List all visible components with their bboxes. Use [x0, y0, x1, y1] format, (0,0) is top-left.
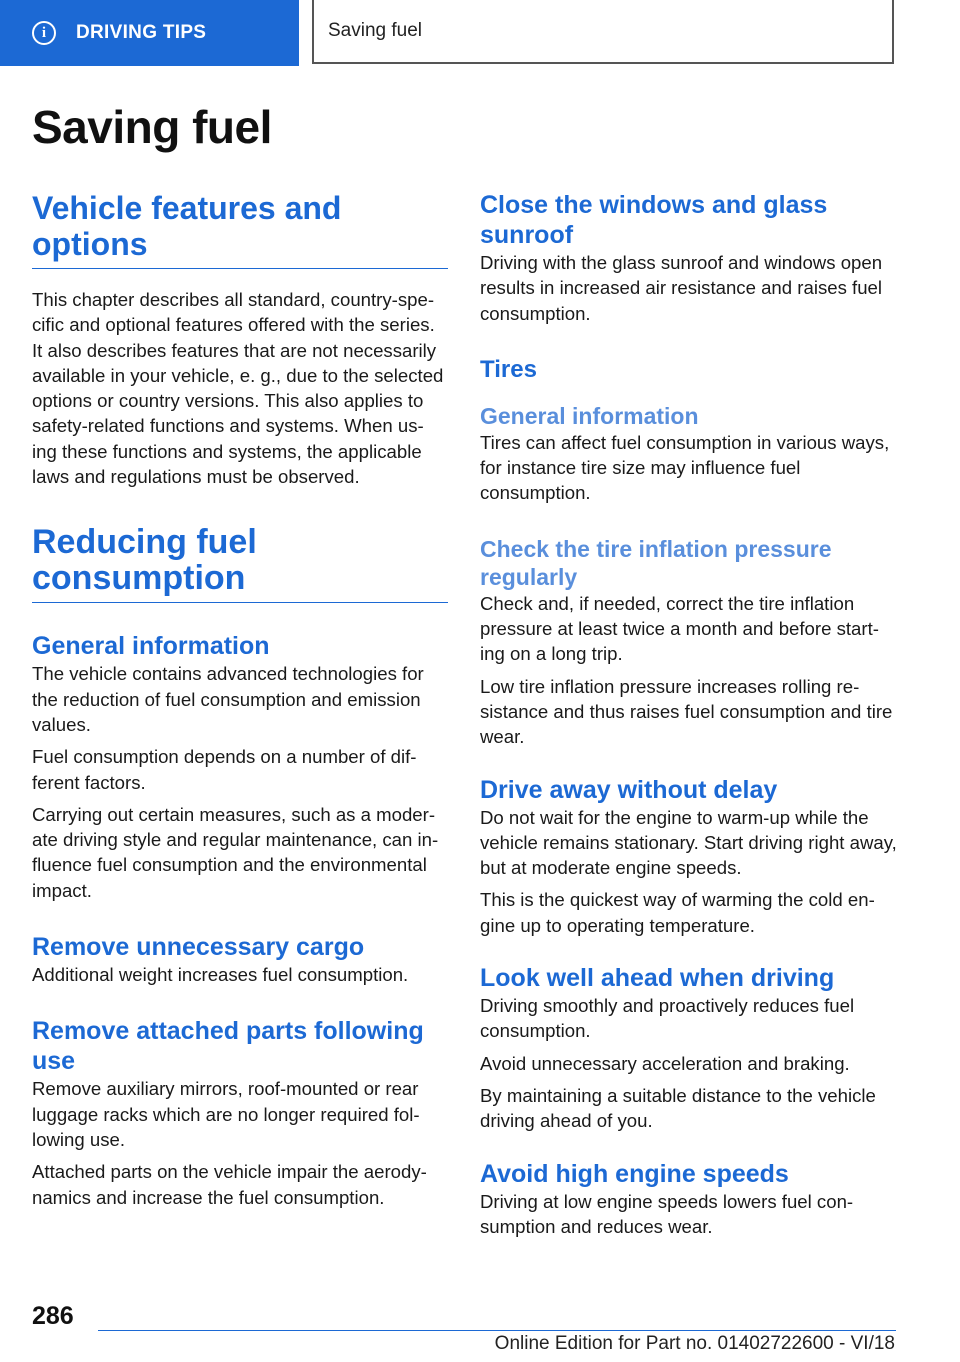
paragraph-close-windows: Driving with the glass sunroof and windows open results in increased air resistance and raises fuel consumption.	[480, 252, 883, 324]
paragraph-remove-cargo: Additional weight increases fuel consumption.	[32, 964, 409, 986]
section-tab[interactable]	[0, 0, 299, 66]
paragraph-pressure-2: Low tire inflation pressure increases rolling re-sistance and thus raises fuel consumption and tire wear.	[480, 675, 893, 748]
paragraph-drive-away-1: Do not wait for the engine to warm-up while the vehicle remains stationary. Start driving right away, but at moderate engine speeds.	[480, 806, 897, 879]
left-column	[32, 190, 448, 1217]
heading-remove-attached-parts: Remove attached parts following use	[32, 1017, 424, 1076]
heading-look-ahead: Look well ahead when driving	[480, 964, 835, 993]
paragraph-general-2: Fuel consumption depends on a number of dif-ferent factors.	[32, 746, 417, 793]
paragraph-look-ahead-3: By maintaining a suitable distance to the vehicle driving ahead of you.	[480, 1084, 876, 1132]
footer-divider	[98, 1330, 896, 1331]
paragraph-general-3: Carrying out certain measures, such as a moder-ate driving style and regular maintenance, can in-fluence fuel consumption and the environmental impact.	[32, 803, 439, 901]
heading-close-windows: Close the windows and glass sunroof	[480, 191, 828, 249]
paragraph-engine-speeds: Driving at low engine speeds lowers fuel con-sumption and reduces wear.	[480, 1190, 854, 1237]
paragraph-drive-away-2: This is the quickest way of warming the cold en-gine up to operating temperature.	[480, 889, 875, 936]
paragraph-general-1: The vehicle contains advanced technologies for the reduction of fuel consumption and emission values.	[32, 663, 424, 735]
heading-vehicle-features: Vehicle features and options	[32, 190, 448, 269]
paragraph-pressure-1: Check and, if needed, correct the tire inflation pressure at least twice a month and before start-ing on a long trip.	[480, 592, 879, 665]
paragraph-vehicle-features: This chapter describes all standard, country-spe-cific and optional features offered with the series. It also describes features that are not necessarily available in your vehicle, e. g., due to the selected options or country versions. This also applies to safety-related functions and systems. When us-ing these functions and systems, the applicable laws and regulations must be observed.	[32, 289, 444, 488]
heading-drive-away: Drive away without delay	[480, 775, 778, 804]
paragraph-look-ahead-2: Avoid unnecessary acceleration and braking.	[480, 1052, 850, 1074]
running-header-title: Saving fuel	[328, 20, 423, 41]
info-icon: i	[32, 21, 56, 45]
heading-tires-general-information: General information	[480, 402, 699, 429]
heading-check-tire-pressure: Check the tire inflation pressure regularly	[480, 535, 832, 590]
paragraph-tires-general: Tires can affect fuel consumption in various ways, for instance tire size may influence fuel consumption.	[480, 431, 890, 504]
paragraph-attached-2: Attached parts on the vehicle impair the aerody-namics and increase the fuel consumption.	[32, 1161, 427, 1208]
heading-avoid-high-engine-speeds: Avoid high engine speeds	[480, 1159, 789, 1188]
heading-general-information: General information	[32, 632, 270, 661]
heading-remove-cargo: Remove unnecessary cargo	[32, 933, 365, 962]
page-number: 286	[32, 1302, 74, 1330]
heading-reducing-fuel: Reducing fuel consumption	[32, 524, 448, 603]
heading-tires: Tires	[480, 355, 537, 383]
running-header	[312, 0, 894, 64]
paragraph-attached-1: Remove auxiliary mirrors, roof-mounted or rear luggage racks which are no longer required fol-lowing use.	[32, 1078, 420, 1150]
right-column	[480, 190, 900, 1246]
footer-edition: Online Edition for Part no. 01402722600 - VI/18	[494, 1333, 895, 1354]
section-tab-label: DRIVING TIPS	[76, 22, 207, 43]
paragraph-look-ahead-1: Driving smoothly and proactively reduces fuel consumption.	[480, 995, 855, 1042]
page-title: Saving fuel	[32, 101, 272, 153]
